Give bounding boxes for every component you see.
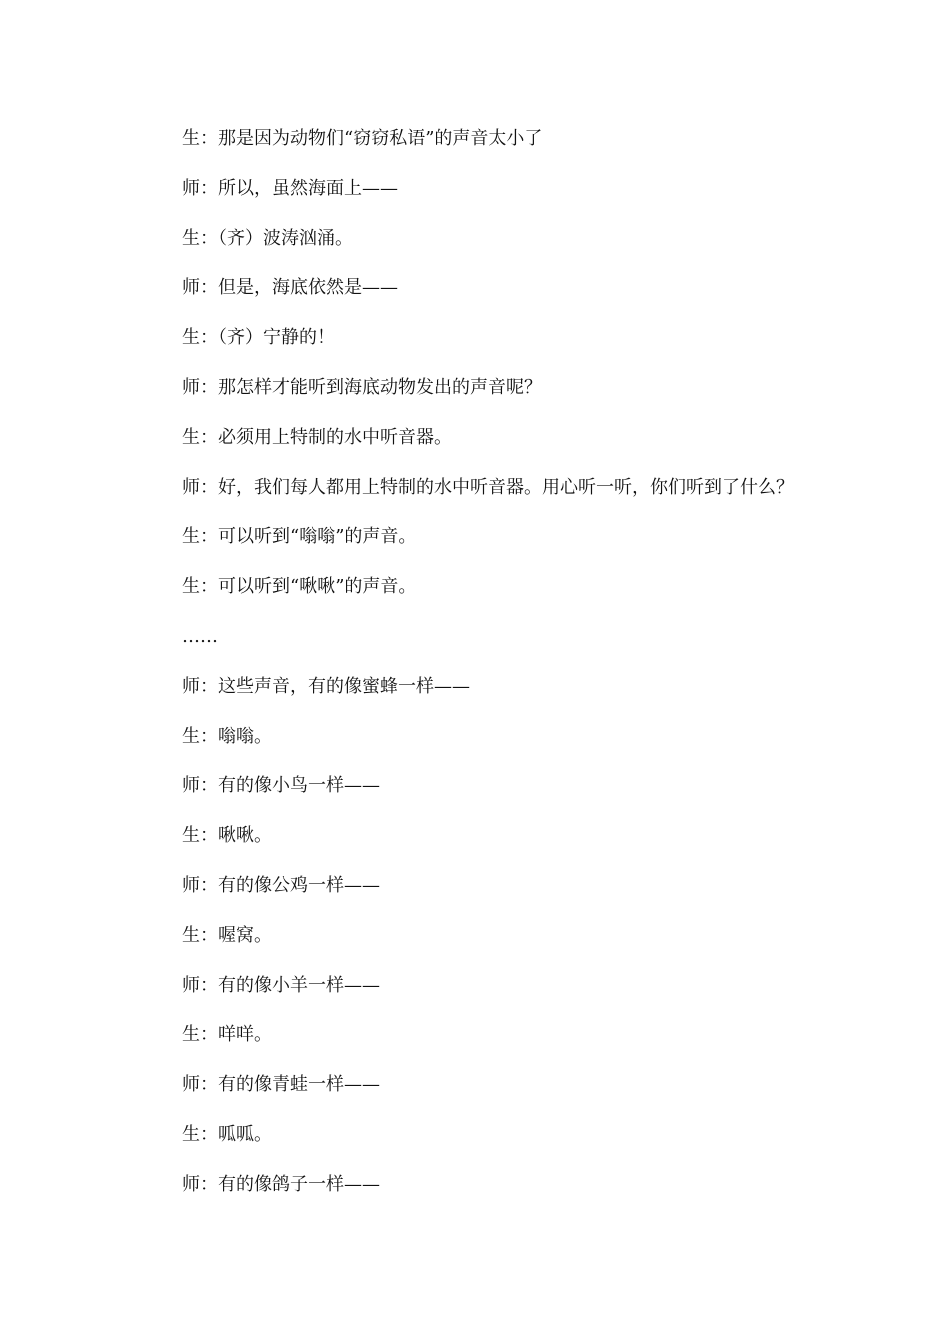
dialogue-line: 生：呱呱。 xyxy=(182,1123,272,1145)
dialogue-line: 师：有的像青蛙一样—— xyxy=(182,1074,380,1096)
dialogue-transcript xyxy=(182,124,882,1220)
dialogue-line: 师：这些声音，有的像蜜蜂一样—— xyxy=(182,675,470,697)
dialogue-line: 师：那怎样才能听到海底动物发出的声音呢？ xyxy=(182,376,542,398)
dialogue-line: 师：但是，海底依然是—— xyxy=(182,277,398,299)
dialogue-line: 师：有的像公鸡一样—— xyxy=(182,874,380,896)
dialogue-line: 师：有的像鸽子一样—— xyxy=(182,1173,380,1195)
dialogue-line: 生：（齐）宁静的！ xyxy=(182,327,335,349)
dialogue-line: 生：那是因为动物们“窃窃私语”的声音太小了 xyxy=(182,128,543,149)
ellipsis-line: …… xyxy=(182,625,218,647)
dialogue-line: 师：所以，虽然海面上—— xyxy=(182,177,398,199)
dialogue-line: 生：嗡嗡。 xyxy=(182,725,272,747)
dialogue-line: 师：好，我们每人都用上特制的水中听音器。用心听一听，你们听到了什么？ xyxy=(182,476,794,498)
dialogue-line: 生：啾啾。 xyxy=(182,825,272,847)
dialogue-line: 生：可以听到“嗡嗡”的声音。 xyxy=(182,526,417,548)
dialogue-line: 生：咩咩。 xyxy=(182,1024,272,1046)
dialogue-line: 生：必须用上特制的水中听音器。 xyxy=(182,426,452,448)
dialogue-line: 生：（齐）波涛汹涌。 xyxy=(182,227,353,249)
dialogue-line: 师：有的像小鸟一样—— xyxy=(182,775,380,797)
dialogue-line: 生：喔窝。 xyxy=(182,924,272,946)
dialogue-line: 师：有的像小羊一样—— xyxy=(182,974,380,996)
dialogue-line: 生：可以听到“啾啾”的声音。 xyxy=(182,576,417,598)
